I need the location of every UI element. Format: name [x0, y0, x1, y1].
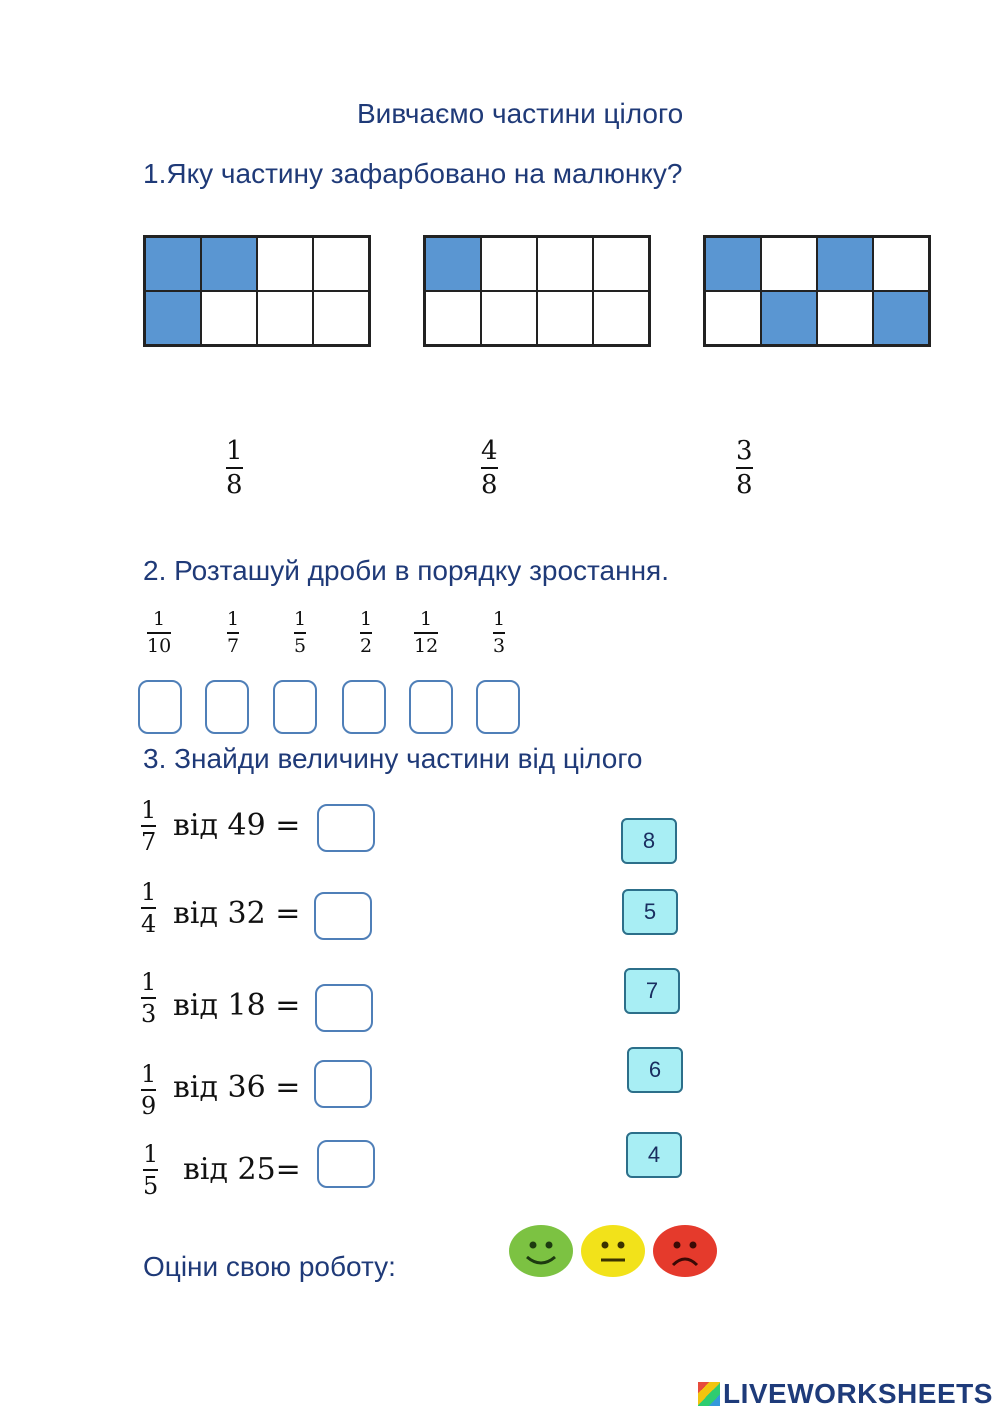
answer-box-4[interactable] — [314, 1060, 372, 1108]
sad-face-icon[interactable] — [653, 1225, 717, 1277]
numerator: 1 — [227, 608, 240, 630]
denominator: 7 — [141, 828, 157, 856]
order-slot-1[interactable] — [138, 680, 182, 734]
numerator: 1 — [141, 796, 157, 824]
order-slot-2[interactable] — [205, 680, 249, 734]
empty-cell — [481, 291, 537, 345]
empty-cell — [257, 291, 313, 345]
task1-heading: 1.Яку частину зафарбовано на малюнку? — [143, 158, 683, 189]
denominator: 7 — [227, 635, 240, 657]
answer-box-1[interactable] — [317, 804, 375, 852]
denominator: 12 — [414, 635, 439, 657]
answer-option-1[interactable] — [226, 438, 243, 498]
numerator: 1 — [493, 608, 506, 630]
draggable-fraction[interactable] — [414, 610, 438, 656]
logo-text: LIVEWORKSHEETS — [723, 1378, 993, 1409]
draggable-fraction[interactable] — [360, 610, 372, 656]
numerator: 1 — [360, 608, 373, 630]
equation-text: від 25= — [183, 1152, 301, 1187]
shaded-cell — [145, 291, 201, 345]
numerator: 1 — [294, 608, 307, 630]
empty-cell — [705, 291, 761, 345]
answer-box-5[interactable] — [317, 1140, 375, 1188]
shaded-cell — [201, 237, 257, 291]
empty-cell — [593, 237, 649, 291]
denominator: 4 — [141, 910, 157, 938]
rating-label: Оціни свою роботу: — [143, 1251, 396, 1282]
row-fraction — [141, 1062, 156, 1118]
empty-cell — [201, 291, 257, 345]
draggable-fraction[interactable] — [294, 610, 306, 656]
denominator: 5 — [143, 1172, 159, 1200]
fraction-grid-1 — [143, 235, 371, 347]
denominator: 8 — [481, 470, 498, 500]
numerator: 1 — [141, 968, 157, 996]
empty-cell — [817, 291, 873, 345]
numerator: 1 — [143, 1140, 159, 1168]
logo-icon — [698, 1382, 720, 1406]
page-title: Вивчаємо частини цілого — [357, 98, 684, 129]
order-slot-5[interactable] — [409, 680, 453, 734]
numerator: 4 — [481, 436, 498, 466]
answer-tile[interactable]: 4 — [626, 1132, 682, 1178]
shaded-cell — [425, 237, 481, 291]
row-fraction — [141, 798, 156, 854]
shaded-cell — [873, 291, 929, 345]
neutral-face-icon — [581, 1225, 645, 1277]
shaded-cell — [705, 237, 761, 291]
task3-heading: 3. Знайди величину частини від цілого — [143, 743, 643, 774]
denominator: 3 — [493, 635, 506, 657]
order-slot-3[interactable] — [273, 680, 317, 734]
denominator: 3 — [141, 1000, 157, 1028]
answer-option-3[interactable] — [736, 438, 753, 498]
liveworksheets-logo — [698, 1378, 993, 1410]
denominator: 8 — [226, 470, 243, 500]
smile-face-icon — [509, 1225, 573, 1277]
empty-cell — [481, 237, 537, 291]
numerator: 1 — [153, 608, 166, 630]
equation-text: від 36 = — [173, 1070, 301, 1105]
answer-tile[interactable]: 8 — [621, 818, 677, 864]
empty-cell — [425, 291, 481, 345]
row-fraction — [141, 880, 156, 936]
shaded-cell — [817, 237, 873, 291]
answer-box-3[interactable] — [315, 984, 373, 1032]
equation-text: від 49 = — [173, 808, 301, 843]
answer-box-2[interactable] — [314, 892, 372, 940]
denominator: 8 — [736, 470, 753, 500]
empty-cell — [873, 237, 929, 291]
shaded-cell — [145, 237, 201, 291]
order-slot-4[interactable] — [342, 680, 386, 734]
numerator: 1 — [141, 1060, 157, 1088]
sad-face-icon — [653, 1225, 717, 1277]
numerator: 1 — [226, 436, 243, 466]
equation-text: від 32 = — [173, 896, 301, 931]
order-slot-6[interactable] — [476, 680, 520, 734]
draggable-fraction[interactable] — [227, 610, 239, 656]
empty-cell — [313, 291, 369, 345]
task2-heading: 2. Розташуй дроби в порядку зростання. — [143, 555, 669, 586]
answer-tile[interactable]: 7 — [624, 968, 680, 1014]
empty-cell — [537, 291, 593, 345]
fraction-grid-2 — [423, 235, 651, 347]
fraction-grid-3 — [703, 235, 931, 347]
empty-cell — [257, 237, 313, 291]
empty-cell — [313, 237, 369, 291]
numerator: 1 — [420, 608, 433, 630]
shaded-cell — [761, 291, 817, 345]
denominator: 2 — [360, 635, 373, 657]
equation-text: від 18 = — [173, 988, 301, 1023]
empty-cell — [593, 291, 649, 345]
answer-tile[interactable]: 5 — [622, 889, 678, 935]
denominator: 9 — [141, 1092, 157, 1120]
draggable-fraction[interactable] — [493, 610, 505, 656]
smile-face-icon[interactable] — [509, 1225, 573, 1277]
draggable-fraction[interactable] — [147, 610, 171, 656]
empty-cell — [761, 237, 817, 291]
answer-tile[interactable]: 6 — [627, 1047, 683, 1093]
answer-option-2[interactable] — [481, 438, 498, 498]
denominator: 10 — [147, 635, 172, 657]
row-fraction — [143, 1142, 158, 1198]
neutral-face-icon[interactable] — [581, 1225, 645, 1277]
row-fraction — [141, 970, 156, 1026]
numerator: 1 — [141, 878, 157, 906]
empty-cell — [537, 237, 593, 291]
numerator: 3 — [736, 436, 753, 466]
denominator: 5 — [294, 635, 307, 657]
